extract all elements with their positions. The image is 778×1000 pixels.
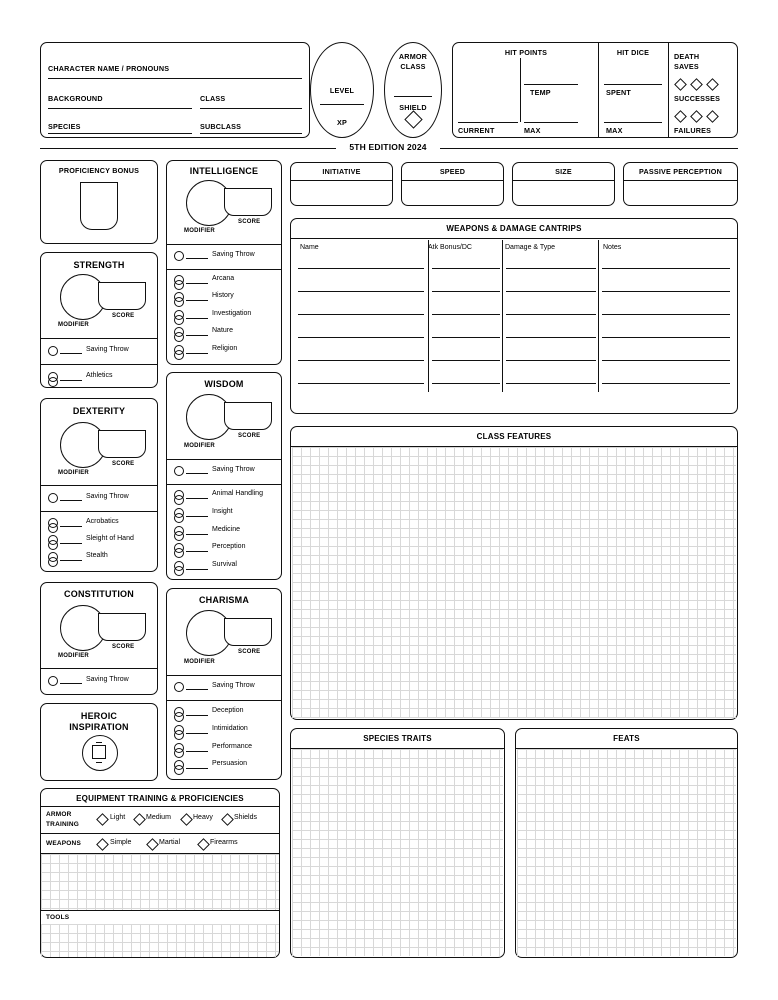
armor-option-shields: Shields bbox=[234, 814, 257, 821]
intelligence-divider bbox=[167, 244, 281, 245]
saving-throw-line-strength[interactable] bbox=[60, 353, 82, 354]
saving-throw-prof-charisma[interactable] bbox=[174, 682, 184, 692]
hd-spent-line[interactable] bbox=[604, 84, 662, 85]
tools-label: TOOLS bbox=[46, 914, 70, 921]
equipment-title-rule bbox=[41, 806, 279, 807]
passive-perception-rule bbox=[624, 180, 737, 181]
saving-throw-label-charisma: Saving Throw bbox=[212, 682, 255, 689]
size-label: SIZE bbox=[555, 167, 572, 176]
character-name-line[interactable] bbox=[48, 78, 302, 79]
class-features-grid[interactable] bbox=[292, 447, 736, 718]
weapons-row-line-atk[interactable] bbox=[432, 337, 500, 338]
skill-label-animal-handling: Animal Handling bbox=[212, 490, 263, 497]
saving-throw-prof-dexterity[interactable] bbox=[48, 493, 58, 503]
saving-throw-label-intelligence: Saving Throw bbox=[212, 251, 255, 258]
weapons-col-name: Name bbox=[300, 244, 319, 251]
saving-throw-prof-strength[interactable] bbox=[48, 346, 58, 356]
skill-expertise-animal-handling[interactable] bbox=[174, 495, 184, 505]
armor-option-heavy: Heavy bbox=[193, 814, 213, 821]
skill-line-medicine[interactable] bbox=[186, 534, 208, 535]
weapons-row-line-notes[interactable] bbox=[602, 291, 730, 292]
hit-dice-label: HIT DICE bbox=[616, 48, 650, 57]
charisma-divider bbox=[167, 675, 281, 676]
armor-weapons-rule bbox=[41, 833, 279, 834]
skill-line-insight[interactable] bbox=[186, 516, 208, 517]
heroic-inspiration-marker-icon[interactable] bbox=[92, 745, 106, 759]
skill-line-investigation[interactable] bbox=[186, 318, 208, 319]
weapons-row-line-name[interactable] bbox=[298, 314, 424, 315]
armor-class-label-1: ARMOR bbox=[398, 52, 428, 61]
weapons-col-divider-3 bbox=[598, 240, 599, 392]
weapons-col-damage: Damage & Type bbox=[505, 244, 556, 251]
edition-rule-left bbox=[40, 148, 336, 149]
weapons-row-line-notes[interactable] bbox=[602, 314, 730, 315]
armor-option-medium: Medium bbox=[146, 814, 171, 821]
species-line[interactable] bbox=[48, 133, 192, 134]
background-line[interactable] bbox=[48, 108, 192, 109]
saving-throw-prof-intelligence[interactable] bbox=[174, 251, 184, 261]
constitution-divider bbox=[41, 668, 157, 669]
skill-expertise-insight[interactable] bbox=[174, 513, 184, 523]
ability-score-label-strength: SCORE bbox=[112, 313, 135, 319]
ability-score-box-intelligence[interactable] bbox=[224, 188, 272, 216]
skill-line-acrobatics[interactable] bbox=[60, 526, 82, 527]
weapons-row-line-name[interactable] bbox=[298, 291, 424, 292]
skill-line-arcana[interactable] bbox=[186, 283, 208, 284]
heroic-inspiration-label-2: INSPIRATION bbox=[69, 722, 129, 732]
ability-modifier-label-constitution: MODIFIER bbox=[58, 653, 89, 659]
hp-max-label: MAX bbox=[524, 126, 541, 135]
ability-score-box-charisma[interactable] bbox=[224, 618, 272, 646]
skill-label-arcana: Arcana bbox=[212, 275, 235, 282]
skill-line-intimidation[interactable] bbox=[186, 733, 208, 734]
saving-throw-line-wisdom[interactable] bbox=[186, 473, 208, 474]
weapons-row-line-atk[interactable] bbox=[432, 360, 500, 361]
skill-label-performance: Performance bbox=[212, 743, 253, 750]
armor-training-label-2: TRAINING bbox=[46, 821, 80, 828]
species-label: SPECIES bbox=[48, 122, 81, 131]
weapons-row-line-damage[interactable] bbox=[506, 291, 596, 292]
saving-throw-line-intelligence[interactable] bbox=[186, 258, 208, 259]
skill-label-athletics: Athletics bbox=[86, 372, 113, 379]
species-traits-title: SPECIES TRAITS bbox=[363, 734, 432, 743]
death-failures-label: FAILURES bbox=[674, 126, 712, 135]
feats-grid[interactable] bbox=[517, 749, 736, 956]
skill-label-insight: Insight bbox=[212, 508, 233, 515]
skill-expertise-acrobatics[interactable] bbox=[48, 523, 58, 533]
weapons-title-rule bbox=[291, 238, 737, 239]
hp-temp-label: TEMP bbox=[530, 88, 551, 97]
ability-modifier-label-wisdom: MODIFIER bbox=[184, 443, 215, 449]
skill-expertise-medicine[interactable] bbox=[174, 531, 184, 541]
ability-block-strength[interactable] bbox=[40, 252, 158, 388]
heroic-inspiration-label-1: HEROIC bbox=[80, 711, 118, 721]
skill-label-sleight-of-hand: Sleight of Hand bbox=[86, 535, 134, 542]
skill-label-perception: Perception bbox=[212, 543, 246, 550]
hd-max-label: MAX bbox=[606, 126, 623, 135]
subclass-label: SUBCLASS bbox=[200, 122, 242, 131]
hd-death-divider bbox=[668, 42, 669, 138]
weapons-row-line-name[interactable] bbox=[298, 337, 424, 338]
skill-expertise-investigation[interactable] bbox=[174, 315, 184, 325]
skill-expertise-nature[interactable] bbox=[174, 332, 184, 342]
tools-grid[interactable] bbox=[41, 924, 279, 957]
shield-label: SHIELD bbox=[399, 103, 427, 112]
skill-label-history: History bbox=[212, 292, 234, 299]
skill-expertise-athletics[interactable] bbox=[48, 377, 58, 387]
ability-name-constitution: CONSTITUTION bbox=[64, 589, 134, 599]
class-features-title: CLASS FEATURES bbox=[476, 432, 552, 441]
death-saves-label-1: DEATH bbox=[674, 52, 700, 61]
skill-expertise-persuasion[interactable] bbox=[174, 765, 184, 775]
skill-expertise-performance[interactable] bbox=[174, 748, 184, 758]
skill-line-deception[interactable] bbox=[186, 715, 208, 716]
saving-throw-line-charisma[interactable] bbox=[186, 689, 208, 690]
saving-throw-line-constitution[interactable] bbox=[60, 683, 82, 684]
hp-temp-line[interactable] bbox=[524, 84, 578, 85]
weapons-row-line-atk[interactable] bbox=[432, 383, 500, 384]
death-successes-label: SUCCESSES bbox=[674, 94, 721, 103]
skill-expertise-history[interactable] bbox=[174, 297, 184, 307]
initiative-rule bbox=[291, 180, 392, 181]
skill-expertise-religion[interactable] bbox=[174, 350, 184, 360]
class-label: CLASS bbox=[200, 94, 226, 103]
passive-perception-label: PASSIVE PERCEPTION bbox=[639, 167, 722, 176]
weapons-row-line-notes[interactable] bbox=[602, 383, 730, 384]
saving-throw-label-wisdom: Saving Throw bbox=[212, 466, 255, 473]
wisdom-divider bbox=[167, 459, 281, 460]
weapons-proficiency-label: WEAPONS bbox=[46, 840, 81, 847]
hp-max-line[interactable] bbox=[524, 122, 578, 123]
skill-label-medicine: Medicine bbox=[212, 526, 241, 533]
skill-expertise-stealth[interactable] bbox=[48, 557, 58, 567]
dexterity-skill-divider bbox=[41, 511, 157, 512]
weapons-row-line-damage[interactable] bbox=[506, 268, 596, 269]
ability-name-wisdom: WISDOM bbox=[204, 379, 244, 389]
charisma-skill-divider bbox=[167, 700, 281, 701]
weapons-row-line-atk[interactable] bbox=[432, 268, 500, 269]
ability-modifier-label-intelligence: MODIFIER bbox=[184, 228, 215, 234]
skill-line-survival[interactable] bbox=[186, 569, 208, 570]
hd-spent-label: SPENT bbox=[606, 88, 631, 97]
weapons-row-line-notes[interactable] bbox=[602, 268, 730, 269]
speed-rule bbox=[402, 180, 503, 181]
saving-throw-label-constitution: Saving Throw bbox=[86, 676, 129, 683]
armor-class-label-2: CLASS bbox=[400, 62, 426, 71]
heroic-marker-bar-top bbox=[96, 742, 102, 743]
skill-line-persuasion[interactable] bbox=[186, 768, 208, 769]
skill-line-sleight-of-hand[interactable] bbox=[60, 543, 82, 544]
xp-label: XP bbox=[337, 118, 347, 127]
skill-line-athletics[interactable] bbox=[60, 380, 82, 381]
armor-class-line[interactable] bbox=[394, 96, 432, 97]
skill-line-history[interactable] bbox=[186, 300, 208, 301]
skill-label-deception: Deception bbox=[212, 707, 244, 714]
ability-name-charisma: CHARISMA bbox=[198, 595, 250, 605]
weapons-row-line-name[interactable] bbox=[298, 383, 424, 384]
death-saves-label-2: SAVES bbox=[674, 62, 699, 71]
skill-line-performance[interactable] bbox=[186, 751, 208, 752]
ability-score-label-dexterity: SCORE bbox=[112, 461, 135, 467]
weapons-title: WEAPONS & DAMAGE CANTRIPS bbox=[446, 224, 582, 233]
armor-training-label-1: ARMOR bbox=[46, 811, 72, 818]
size-rule bbox=[513, 180, 614, 181]
skill-expertise-deception[interactable] bbox=[174, 712, 184, 722]
ability-score-box-constitution[interactable] bbox=[98, 613, 146, 641]
hp-divider bbox=[520, 58, 521, 122]
initiative-label: INITIATIVE bbox=[322, 167, 361, 176]
character-name-label: CHARACTER NAME / PRONOUNS bbox=[48, 64, 170, 73]
saving-throw-prof-wisdom[interactable] bbox=[174, 466, 184, 476]
skill-expertise-intimidation[interactable] bbox=[174, 730, 184, 740]
edition-label: 5TH EDITION 2024 bbox=[349, 142, 427, 152]
skill-expertise-survival[interactable] bbox=[174, 566, 184, 576]
ability-name-intelligence: INTELLIGENCE bbox=[189, 166, 259, 176]
species-traits-grid[interactable] bbox=[292, 749, 503, 956]
ability-modifier-label-strength: MODIFIER bbox=[58, 322, 89, 328]
skill-line-perception[interactable] bbox=[186, 551, 208, 552]
weapon-option-simple: Simple bbox=[110, 839, 132, 846]
background-label: BACKGROUND bbox=[48, 94, 103, 103]
skill-expertise-arcana[interactable] bbox=[174, 280, 184, 290]
skill-label-stealth: Stealth bbox=[86, 552, 108, 559]
ability-name-dexterity: DEXTERITY bbox=[72, 406, 126, 416]
weapons-col-atk: Atk Bonus/DC bbox=[428, 244, 472, 251]
skill-line-nature[interactable] bbox=[186, 335, 208, 336]
edition-rule-right bbox=[440, 148, 738, 149]
saving-throw-label-strength: Saving Throw bbox=[86, 346, 129, 353]
skill-line-religion[interactable] bbox=[186, 353, 208, 354]
dexterity-divider bbox=[41, 485, 157, 486]
intelligence-skill-divider bbox=[167, 269, 281, 270]
tools-rule bbox=[41, 910, 279, 911]
weapons-row-line-notes[interactable] bbox=[602, 337, 730, 338]
weapon-option-firearms: Firearms bbox=[210, 839, 238, 846]
ability-score-box-strength[interactable] bbox=[98, 282, 146, 310]
ability-score-label-intelligence: SCORE bbox=[238, 219, 261, 225]
weapon-option-martial: Martial bbox=[159, 839, 181, 846]
ability-score-label-constitution: SCORE bbox=[112, 644, 135, 650]
skill-label-nature: Nature bbox=[212, 327, 234, 334]
skill-label-survival: Survival bbox=[212, 561, 237, 568]
hp-current-line[interactable] bbox=[458, 122, 518, 123]
class-line[interactable] bbox=[200, 108, 302, 109]
weapons-row-line-damage[interactable] bbox=[506, 337, 596, 338]
feats-title: FEATS bbox=[613, 734, 640, 743]
equipment-training-title: EQUIPMENT TRAINING & PROFICIENCIES bbox=[76, 794, 244, 803]
skill-label-investigation: Investigation bbox=[212, 310, 252, 317]
weapons-row-line-atk[interactable] bbox=[432, 291, 500, 292]
weapons-col-divider-2 bbox=[502, 240, 503, 392]
skill-label-acrobatics: Acrobatics bbox=[86, 518, 119, 525]
wisdom-skill-divider bbox=[167, 484, 281, 485]
skill-label-religion: Religion bbox=[212, 345, 238, 352]
weapons-row-line-damage[interactable] bbox=[506, 314, 596, 315]
saving-throw-prof-constitution[interactable] bbox=[48, 676, 58, 686]
ability-score-box-wisdom[interactable] bbox=[224, 402, 272, 430]
hit-points-label: HIT POINTS bbox=[504, 48, 548, 57]
proficiency-bonus-label: PROFICIENCY BONUS bbox=[58, 166, 140, 175]
level-label: LEVEL bbox=[329, 86, 355, 95]
skill-label-intimidation: Intimidation bbox=[212, 725, 248, 732]
hp-current-label: CURRENT bbox=[458, 126, 495, 135]
weapons-row-line-notes[interactable] bbox=[602, 360, 730, 361]
skill-expertise-sleight-of-hand[interactable] bbox=[48, 540, 58, 550]
saving-throw-line-dexterity[interactable] bbox=[60, 500, 82, 501]
strength-divider bbox=[41, 338, 157, 339]
weapons-row-line-damage[interactable] bbox=[506, 360, 596, 361]
weapons-row-line-name[interactable] bbox=[298, 268, 424, 269]
weapons-row-line-name[interactable] bbox=[298, 360, 424, 361]
weapons-row-line-atk[interactable] bbox=[432, 314, 500, 315]
weapons-col-notes: Notes bbox=[603, 244, 622, 251]
ability-modifier-label-charisma: MODIFIER bbox=[184, 659, 215, 665]
ability-score-label-charisma: SCORE bbox=[238, 649, 261, 655]
skill-line-animal-handling[interactable] bbox=[186, 498, 208, 499]
weapons-row-line-damage[interactable] bbox=[506, 383, 596, 384]
skill-expertise-perception[interactable] bbox=[174, 548, 184, 558]
weapons-proficiency-notes-grid[interactable] bbox=[41, 854, 279, 910]
skill-label-persuasion: Persuasion bbox=[212, 760, 248, 767]
hd-max-line[interactable] bbox=[604, 122, 662, 123]
proficiency-bonus-field[interactable] bbox=[80, 182, 118, 230]
ability-name-strength: STRENGTH bbox=[73, 260, 125, 270]
skill-line-stealth[interactable] bbox=[60, 560, 82, 561]
level-line[interactable] bbox=[320, 104, 364, 105]
ability-modifier-label-dexterity: MODIFIER bbox=[58, 470, 89, 476]
saving-throw-label-dexterity: Saving Throw bbox=[86, 493, 129, 500]
strength-skill-divider bbox=[41, 364, 157, 365]
ability-score-label-wisdom: SCORE bbox=[238, 433, 261, 439]
heroic-marker-bar-bottom bbox=[96, 762, 102, 763]
subclass-line[interactable] bbox=[200, 133, 302, 134]
ability-score-box-dexterity[interactable] bbox=[98, 430, 146, 458]
armor-option-light: Light bbox=[110, 814, 126, 821]
weapons-col-divider-1 bbox=[428, 240, 429, 392]
speed-label: SPEED bbox=[439, 167, 466, 176]
